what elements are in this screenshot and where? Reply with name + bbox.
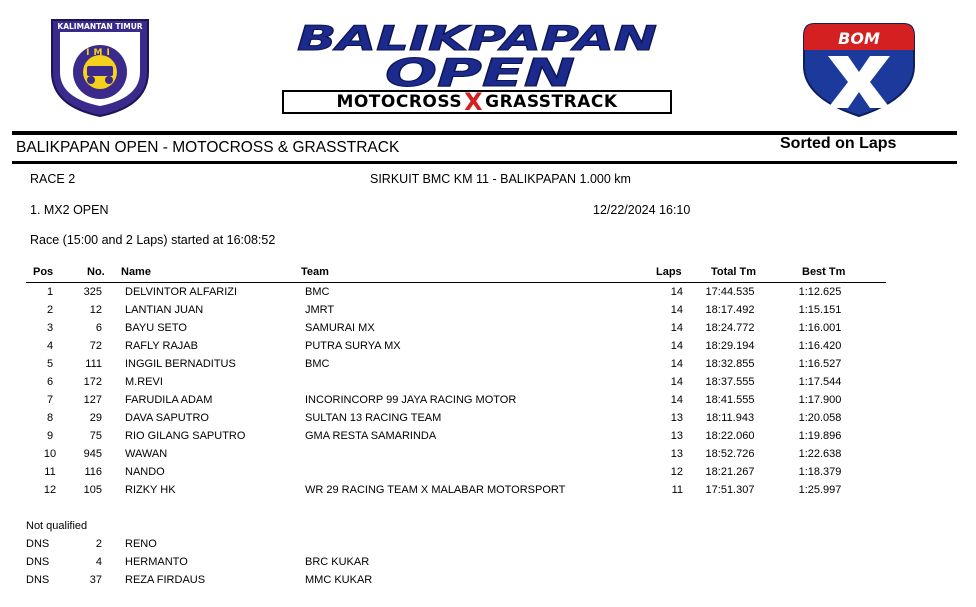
circuit-label: SIRKUIT BMC KM 11 - BALIKPAPAN 1.000 km bbox=[370, 172, 631, 186]
row-best: 1:18.379 bbox=[798, 466, 842, 478]
row-best: 1:16.527 bbox=[798, 358, 842, 370]
row-laps: 14 bbox=[670, 286, 683, 298]
row-name: RAFLY RAJAB bbox=[125, 340, 198, 352]
imi-kaltim-logo bbox=[46, 14, 154, 118]
row-pos: 9 bbox=[46, 430, 54, 442]
row-total: 17:51.307 bbox=[705, 484, 755, 496]
col-header-laps: Laps bbox=[656, 266, 682, 278]
table-row bbox=[0, 286, 976, 304]
table-row bbox=[0, 340, 976, 358]
row-total: 18:37.555 bbox=[705, 376, 755, 388]
datetime-label: 12/22/2024 16:10 bbox=[593, 203, 691, 217]
row-best: 1:15.151 bbox=[798, 304, 842, 316]
table-header-rule bbox=[26, 282, 886, 283]
banner-title-graphic bbox=[280, 14, 675, 94]
row-total: 17:44.535 bbox=[705, 286, 755, 298]
row-name: WAWAN bbox=[125, 448, 168, 460]
nq-no: 4 bbox=[95, 556, 102, 568]
row-no: 172 bbox=[83, 376, 102, 388]
row-no: 111 bbox=[85, 358, 102, 370]
row-team: SAMURAI MX bbox=[305, 322, 375, 334]
nq-no: 37 bbox=[89, 574, 102, 586]
imi-logo-top-text: KALIMANTAN TIMUR bbox=[57, 22, 143, 31]
row-no: 75 bbox=[89, 430, 102, 442]
row-pos: 7 bbox=[46, 394, 54, 406]
not-qualified-row bbox=[0, 556, 976, 574]
row-no: 72 bbox=[89, 340, 102, 352]
row-best: 1:12.625 bbox=[798, 286, 842, 298]
bom-logo bbox=[800, 16, 918, 118]
col-header-no: No. bbox=[87, 266, 105, 278]
banner-title-line2: OPEN bbox=[385, 51, 575, 94]
row-name: DAVA SAPUTRO bbox=[125, 412, 209, 424]
row-name: FARUDILA ADAM bbox=[125, 394, 213, 406]
nq-status: DNS bbox=[26, 556, 50, 568]
table-row bbox=[0, 322, 976, 340]
row-name: M.REVI bbox=[125, 376, 163, 388]
row-pos: 12 bbox=[43, 484, 57, 496]
row-laps: 14 bbox=[670, 304, 683, 316]
row-team: GMA RESTA SAMARINDA bbox=[305, 430, 437, 442]
row-total: 18:29.194 bbox=[705, 340, 755, 352]
imi-logo-mid-text: IMI bbox=[86, 48, 114, 58]
row-pos: 11 bbox=[44, 466, 56, 478]
row-best: 1:17.900 bbox=[798, 394, 842, 406]
row-laps: 14 bbox=[670, 322, 683, 334]
row-laps: 14 bbox=[670, 358, 683, 370]
row-name: DELVINTOR ALFARIZI bbox=[125, 286, 238, 298]
row-best: 1:22.638 bbox=[798, 448, 842, 460]
bom-logo-text: BOM bbox=[838, 29, 880, 48]
nq-no: 2 bbox=[95, 538, 102, 550]
row-pos: 1 bbox=[46, 286, 54, 298]
row-pos: 6 bbox=[46, 376, 54, 388]
row-total: 18:32.855 bbox=[705, 358, 755, 370]
row-laps: 12 bbox=[670, 466, 683, 478]
row-laps: 13 bbox=[670, 448, 683, 460]
row-no: 325 bbox=[83, 286, 102, 298]
row-no: 12 bbox=[89, 304, 102, 316]
col-header-pos: Pos bbox=[33, 266, 54, 278]
col-header-team: Team bbox=[301, 266, 329, 278]
event-title: BALIKPAPAN OPEN - MOTOCROSS & GRASSTRACK bbox=[16, 139, 400, 156]
table-row bbox=[0, 358, 976, 376]
row-no: 29 bbox=[89, 412, 102, 424]
row-team: INCORINCORP 99 JAYA RACING MOTOR bbox=[305, 394, 517, 406]
col-header-total: Total Tm bbox=[711, 266, 757, 278]
table-row bbox=[0, 394, 976, 412]
banner-sub-x: X bbox=[464, 88, 484, 116]
class-label: 1. MX2 OPEN bbox=[30, 203, 109, 217]
nq-team: MMC KUKAR bbox=[305, 574, 373, 586]
row-pos: 3 bbox=[46, 322, 54, 334]
row-no: 127 bbox=[83, 394, 102, 406]
row-name: RIZKY HK bbox=[125, 484, 176, 496]
row-laps: 14 bbox=[670, 376, 683, 388]
row-laps: 13 bbox=[670, 412, 683, 424]
row-team: SULTAN 13 RACING TEAM bbox=[305, 412, 442, 424]
row-name: NANDO bbox=[125, 466, 165, 478]
row-total: 18:41.555 bbox=[705, 394, 755, 406]
nq-name: HERMANTO bbox=[125, 556, 188, 568]
row-team: PUTRA SURYA MX bbox=[305, 340, 401, 352]
row-team: BMC bbox=[305, 286, 330, 298]
row-best: 1:16.001 bbox=[798, 322, 842, 334]
col-header-best: Best Tm bbox=[802, 266, 846, 278]
banner-subtitle bbox=[282, 90, 672, 114]
sorted-label: Sorted on Laps bbox=[780, 135, 897, 152]
row-no: 6 bbox=[95, 322, 102, 334]
col-header-name: Name bbox=[121, 266, 151, 278]
nq-name: REZA FIRDAUS bbox=[125, 574, 206, 586]
row-pos: 8 bbox=[46, 412, 54, 424]
row-pos: 4 bbox=[46, 340, 54, 352]
row-total: 18:21.267 bbox=[705, 466, 755, 478]
row-name: BAYU SETO bbox=[125, 322, 187, 334]
table-row bbox=[0, 430, 976, 448]
nq-name: RENO bbox=[125, 538, 157, 550]
table-row bbox=[0, 412, 976, 430]
banner-sub-left: MOTOCROSS bbox=[336, 92, 463, 112]
row-total: 18:11.943 bbox=[705, 412, 755, 424]
row-pos: 2 bbox=[46, 304, 54, 316]
race-label: RACE 2 bbox=[30, 172, 76, 186]
nq-status: DNS bbox=[26, 574, 50, 586]
row-name: LANTIAN JUAN bbox=[125, 304, 204, 316]
row-best: 1:16.420 bbox=[798, 340, 842, 352]
row-no: 945 bbox=[83, 448, 102, 460]
row-total: 18:24.772 bbox=[705, 322, 755, 334]
row-total: 18:17.492 bbox=[705, 304, 755, 316]
row-no: 116 bbox=[84, 466, 102, 478]
row-team: BMC bbox=[305, 358, 330, 370]
banner-title-line1: BALIKPAPAN bbox=[297, 19, 657, 59]
not-qualified-label: Not qualified bbox=[26, 520, 88, 532]
row-laps: 14 bbox=[670, 340, 683, 352]
row-pos: 5 bbox=[46, 358, 54, 370]
event-banner bbox=[280, 14, 675, 114]
banner-sub-right: GRASSTRACK bbox=[485, 92, 618, 112]
table-row bbox=[0, 304, 976, 322]
row-name: RIO GILANG SAPUTRO bbox=[125, 430, 246, 442]
table-row bbox=[0, 448, 976, 466]
race-started-label: Race (15:00 and 2 Laps) started at 16:08:52 bbox=[30, 233, 276, 247]
nq-status: DNS bbox=[26, 538, 50, 550]
table-row bbox=[0, 376, 976, 394]
title-rule-bottom bbox=[12, 161, 957, 164]
row-best: 1:20.058 bbox=[798, 412, 842, 424]
row-no: 105 bbox=[83, 484, 102, 496]
table-row bbox=[0, 466, 976, 484]
row-total: 18:52.726 bbox=[705, 448, 755, 460]
row-laps: 14 bbox=[670, 394, 683, 406]
not-qualified-row bbox=[0, 538, 976, 556]
row-pos: 10 bbox=[43, 448, 57, 460]
row-laps: 13 bbox=[670, 430, 683, 442]
row-total: 18:22.060 bbox=[705, 430, 755, 442]
row-best: 1:17.544 bbox=[798, 376, 842, 388]
table-row bbox=[0, 484, 976, 502]
not-qualified-row bbox=[0, 574, 976, 592]
row-best: 1:19.896 bbox=[798, 430, 842, 442]
row-team: WR 29 RACING TEAM X MALABAR MOTORSPORT bbox=[305, 484, 566, 496]
row-best: 1:25.997 bbox=[798, 484, 842, 496]
nq-team: BRC KUKAR bbox=[305, 556, 370, 568]
row-name: INGGIL BERNADITUS bbox=[125, 358, 236, 370]
row-team: JMRT bbox=[305, 304, 335, 316]
row-laps: 11 bbox=[671, 484, 683, 496]
